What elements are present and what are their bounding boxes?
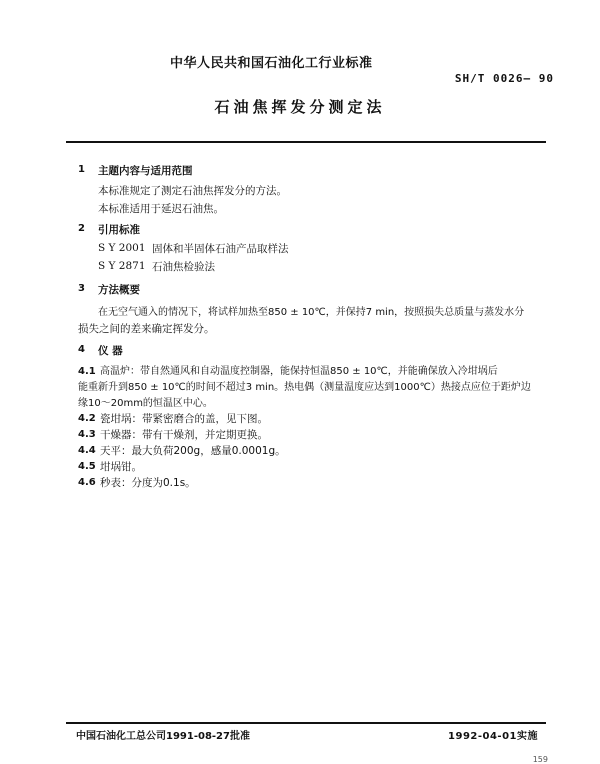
section-2-number: 2 [78, 223, 85, 234]
item-4-1-line-2: 能重新升到850 ± 10℃的时间不超过3 min。热电偶（测量温度应达到1000℃）热接点应位于距炉边 [78, 382, 531, 393]
item-4-5-text: 坩埚钳。 [100, 461, 142, 473]
standard-code: SH/T 0026— 90 [454, 72, 554, 85]
section-1-paragraph-1: 本标准规定了测定石油焦挥发分的方法。 [98, 185, 287, 197]
item-4-4-text: 天平：最大负荷200g，感量0.0001g。 [100, 445, 286, 457]
effective-date: 1992-04-01实施 [448, 731, 538, 742]
section-1-number: 1 [78, 164, 85, 175]
footer-divider [66, 722, 546, 724]
item-4-1-number: 4.1 [78, 366, 96, 377]
item-4-1-line-3: 缘10～20mm的恒温区中心。 [78, 398, 213, 409]
section-2-title: 引用标准 [98, 224, 140, 236]
section-1-title: 主题内容与适用范围 [98, 165, 193, 177]
item-4-3-text: 干燥器：带有干燥剂，并定期更换。 [100, 429, 268, 441]
section-1-paragraph-2: 本标准适用于延迟石油焦。 [98, 203, 224, 215]
section-3-title: 方法概要 [98, 284, 140, 296]
page-number: 159 [532, 755, 548, 764]
item-4-6-text: 秒表：分度为0.1s。 [100, 477, 196, 489]
item-4-1-line-1: 高温炉：带自然通风和自动温度控制器，能保持恒温850 ± 10℃，并能确保放入冷坩埚后 [100, 366, 498, 377]
section-4-title: 仪 器 [98, 345, 123, 357]
item-4-2-number: 4.2 [78, 413, 96, 424]
org-title: 中华人民共和国石油化工行业标准 [170, 56, 373, 71]
reference-2-code: S Y 2871 [98, 260, 146, 272]
header-divider [66, 141, 546, 143]
item-4-5-number: 4.5 [78, 461, 96, 472]
item-4-4-number: 4.4 [78, 445, 96, 456]
section-3-line-2: 损失之间的差来确定挥发分。 [78, 323, 215, 335]
approval-date: 中国石油化工总公司1991-08-27批准 [76, 731, 250, 742]
reference-2-title: 石油焦检验法 [152, 261, 215, 273]
document-title: 石油焦挥发分测定法 [214, 98, 386, 116]
item-4-2-text: 瓷坩埚：带紧密磨合的盖，见下图。 [100, 413, 268, 425]
item-4-3-number: 4.3 [78, 429, 96, 440]
section-3-number: 3 [78, 283, 85, 294]
reference-1-code: S Y 2001 [98, 242, 146, 254]
item-4-6-number: 4.6 [78, 477, 96, 488]
section-3-line-1: 在无空气通入的情况下，将试样加热至850 ± 10℃，并保持7 min，按照损失总质量与蒸发水分 [98, 307, 525, 318]
section-4-number: 4 [78, 344, 85, 355]
reference-1-title: 固体和半固体石油产品取样法 [152, 243, 289, 255]
